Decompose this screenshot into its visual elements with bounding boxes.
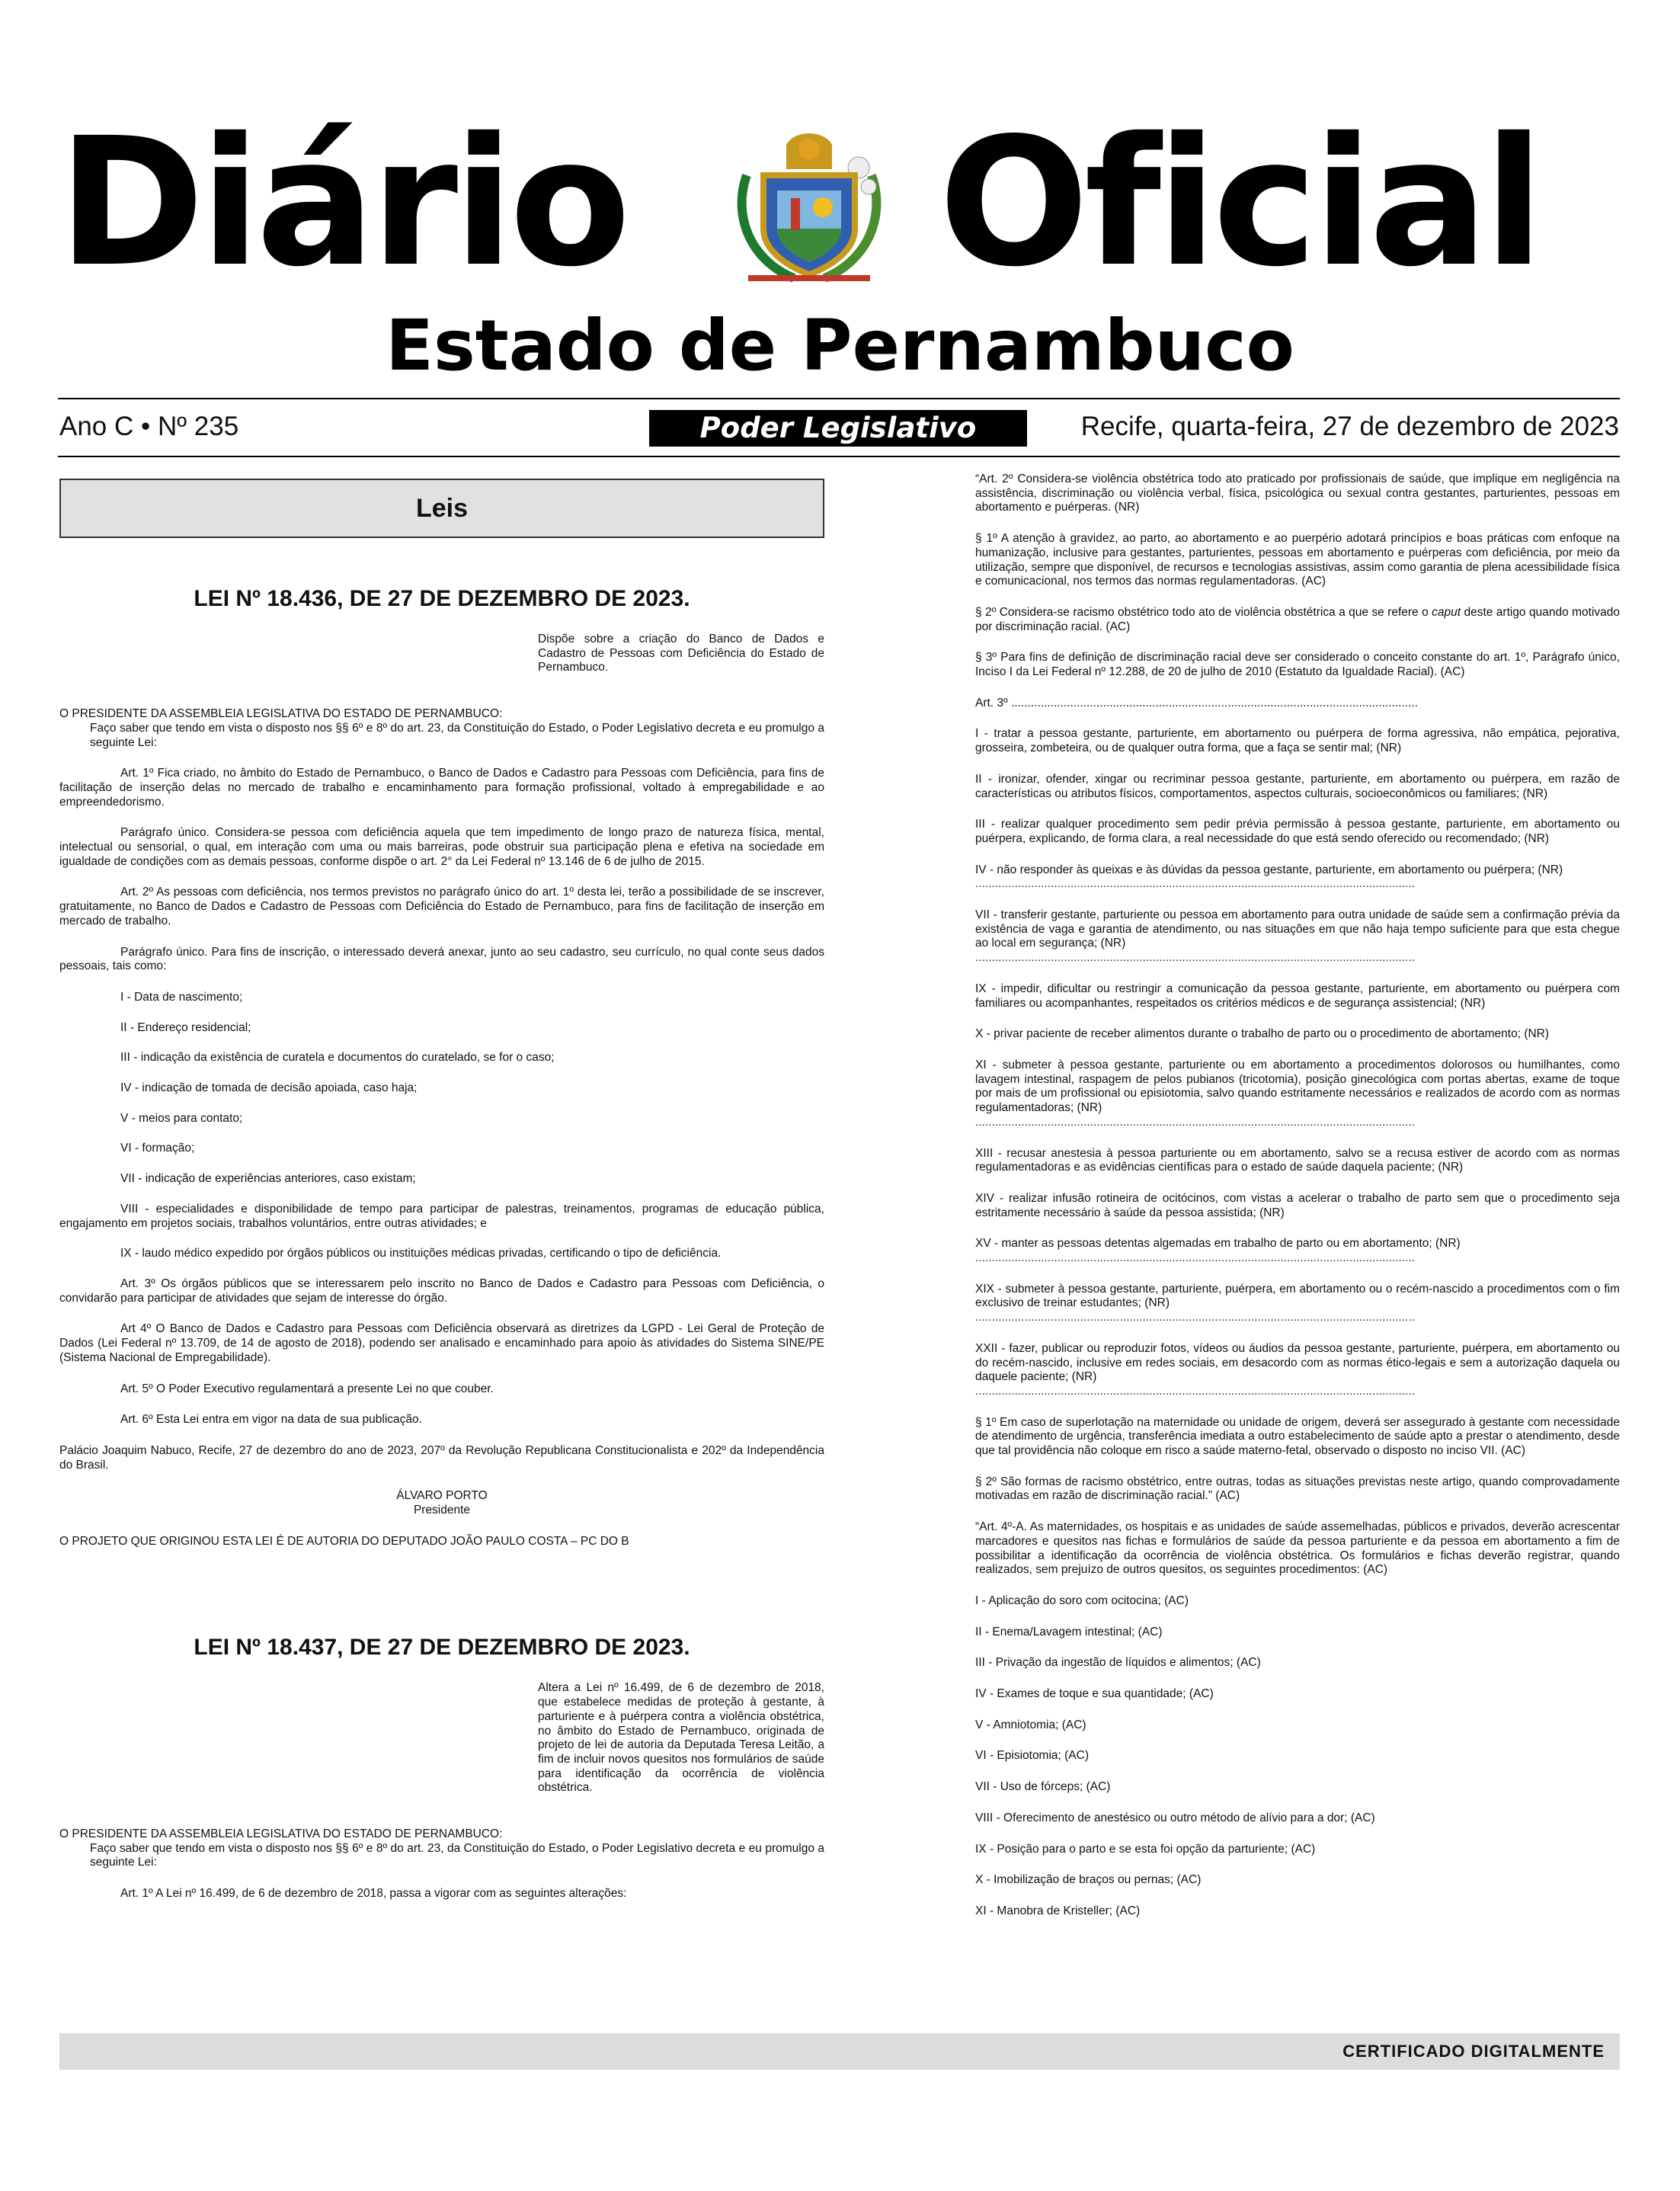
law1-title: LEI Nº 18.436, DE 27 DE DEZEMBRO DE 2023. xyxy=(194,586,690,611)
omission-dots: ...................................................................................................................................... xyxy=(975,1311,1416,1325)
omission-dots: ...................................................................................................................................... xyxy=(975,1384,1416,1398)
left-column xyxy=(59,472,824,1918)
list-item: V - Amniotomia; (AC) xyxy=(975,1718,1086,1731)
amended-art2-par1: § 1º A atenção à gravidez, ao parto, ao abortamento e ao puerpério adotará princípios e boas práticas com enfoque na humanização, inclusive para gestantes, parturientes, pessoas em abortamento e puérperas com deficiência, por meio da utilização, sempre que disponível, de recursos e tecnologias assistivas, assim como garantia de plena acessibilidade física e comunicacional, nos termos das normas regulamentadoras. (AC) xyxy=(975,532,1620,588)
list-item: IV - indicação de tomada de decisão apoiada, caso haja; xyxy=(120,1081,418,1095)
list-item: IX - Posição para o parto e se esta foi opção da parturiente; (AC) xyxy=(975,1842,1316,1856)
masthead-bottom-rule xyxy=(58,456,1620,457)
law1-art5: Art. 5º O Poder Executivo regulamentará a presente Lei no que couber. xyxy=(120,1382,494,1395)
amended-art2-par2: § 2º Considera-se racismo obstétrico todo ato de violência obstétrica a que se refere o caput deste artigo quando motivado por discriminação racial. (AC) xyxy=(975,605,1620,633)
list-item: V - meios para contato; xyxy=(120,1111,243,1125)
amended-art3-item-xiv: XIV - realizar infusão rotineira de ocitócinos, com vistas a acelerar o trabalho de parto sem que o procedimento seja estritamente necessário à saúde da pessoa assistida; (NR) xyxy=(975,1191,1620,1219)
amended-art2: “Art. 2º Considera-se violência obstétrica todo ato praticado por profissionais de saúde, que implique em negligência na assistência, discriminação ou violência verbal, física, psicológica ou sexual contra gestantes, parturientes, pessoas em abortamento e puérperas. (NR) xyxy=(975,472,1620,514)
law1-items-list xyxy=(59,991,824,1261)
list-item: II - Enema/Lavagem intestinal; (AC) xyxy=(975,1625,1163,1638)
list-item: VII - indicação de experiências anteriores, caso existam; xyxy=(120,1172,416,1186)
amended-art3-item-ix: IX - impedir, dificultar ou restringir a comunicação da pessoa gestante, parturiente, em abortamento ou puérpera com familiares ou acompanhantes, respeitados os critérios médicos e de segurança assistencial; (NR) xyxy=(975,982,1620,1010)
list-item: VI - formação; xyxy=(120,1142,195,1155)
footer-bar xyxy=(59,2033,1620,2070)
law1-art2: Art. 2º As pessoas com deficiência, nos termos previstos no parágrafo único do art. 1º desta lei, terão a possibilidade de se inscrever, gratuitamente, no Banco de Dados e Cadastro de Pessoas com Deficiência do Estado de Pernambuco, para fins de facilitação de inserção em mercado de trabalho. xyxy=(59,886,824,927)
amended-art3-item-i: I - tratar a pessoa gestante, parturiente, em abortamento ou puérpera de forma agressiva, não empática, pejorativa, grosseira, zombeteira, ou de qualquer outra forma, que a faça se sentir mal; (NR) xyxy=(975,727,1620,755)
law2-preamble: O PRESIDENTE DA ASSEMBLEIA LEGISLATIVA DO ESTADO DE PERNAMBUCO: xyxy=(59,1827,503,1841)
law1-closing: Palácio Joaquim Nabuco, Recife, 27 de dezembro do ano de 2023, 207º da Revolução Republicana Constitucionalista e 202º da Independência do Brasil. xyxy=(59,1443,824,1472)
law1-art4: Art 4º O Banco de Dados e Cadastro para Pessoas com Deficiência observará as diretrizes da LGPD - Lei Geral de Proteção de Dados (Lei Federal nº 13.709, de 14 de agosto de 2018), podendo ser analisado e encaminhado para apoio às atividades do Sistema SINE/PE (Sistema Nacional de Empregabilidade). xyxy=(59,1322,824,1364)
amended-art3-item-xix: XIX - submeter à pessoa gestante, parturiente, puérpera, em abortamento ou o recém-nascido a procedimentos com o fim exclusivo de treinar estudantes; (NR) xyxy=(975,1282,1620,1310)
digital-certificate-label: CERTIFICADO DIGITALMENTE xyxy=(1342,2042,1605,2061)
law1-authorship: O PROJETO QUE ORIGINOU ESTA LEI É DE AUTORIA DO DEPUTADO JOÃO PAULO COSTA – PC DO B xyxy=(59,1534,629,1548)
amended-art3-par1: § 1º Em caso de superlotação na maternidade ou unidade de origem, deverá ser assegurado à gestante com necessidade de atendimento de urgência, transferência imediata a outro estabelecimento de saúde apto a prestar o atendimento, desde que tal providência não coloque em risco a saúde materno-fetal, observado o disposto no inciso VII. (AC) xyxy=(975,1415,1620,1458)
amended-art3-item-iii: III - realizar qualquer procedimento sem pedir prévia permissão à pessoa gestante, parturiente, em abortamento ou puérpera, explicando, de forma clara, a real necessidade do que está sendo oferecido ou recomendado; (NR) xyxy=(975,818,1620,845)
list-item: IX - laudo médico expedido por órgãos públicos ou instituições médicas privadas, certificando o tipo de deficiência. xyxy=(120,1247,722,1260)
amended-art3-item-iv: IV - não responder às queixas e às dúvidas da pessoa gestante, parturiente, em abortamento ou puérpera; (NR) xyxy=(975,863,1563,876)
law1-ementa: Dispõe sobre a criação do Banco de Dados e Cadastro de Pessoas com Deficiência do Estado de Pernambuco. xyxy=(538,633,824,674)
list-item: III - Privação da ingestão de líquidos e alimentos; (AC) xyxy=(975,1656,1261,1670)
law2-art1: Art. 1º A Lei nº 16.499, de 6 de dezembro de 2018, passa a vigorar com as seguintes alterações: xyxy=(120,1887,627,1901)
new-art4a: “Art. 4º-A. As maternidades, os hospitais e as unidades de saúde assemelhadas, públicos e privados, deverão acrescentar marcadores e quesitos nas fichas e formulários de saúde da pessoa parturiente e da pessoa em abortamento a fim de possibilitar a identificação da ocorrência de violência obstétrica. Os formulários e fichas deverão registrar, quando realizados, sem prejuízo de outros quesitos, os seguintes procedimentos: (AC) xyxy=(975,1520,1620,1577)
list-item: X - Imobilização de braços ou pernas; (AC) xyxy=(975,1873,1202,1887)
amended-art3-item-xxii: XXII - fazer, publicar ou reproduzir fotos, vídeos ou áudios da pessoa gestante, parturiente, puérpera, em abortamento ou do recém-nascido, inclusive em redes sociais, em desacordo com as normas ético-legais e sem a autorização daquela ou daquele paciente; (NR) xyxy=(975,1341,1620,1384)
amended-art3-item-vii: VII - transferir gestante, parturiente ou pessoa em abortamento para outra unidade de saúde sem a confirmação prévia da existência de vaga e garantia de atendimento, ou nas situações em que não haja tempo suficiente para que esta chegue ao local em segurança; (NR) xyxy=(975,908,1620,950)
list-item: VII - Uso de fórceps; (AC) xyxy=(975,1780,1111,1794)
pernambuco-coat-of-arms-icon xyxy=(733,122,885,290)
publication-date: Recife, quarta-feira, 27 de dezembro de 2023 xyxy=(1080,412,1619,441)
omission-dots: ...................................................................................................................................... xyxy=(975,877,1416,891)
law1-enactment: Faço saber que tendo em vista o disposto nos §§ 6º e 8º do art. 23, da Constituição do Estado, o Poder Legislativo decreta e eu promulgo a seguinte Lei: xyxy=(90,721,824,749)
amended-art3-heading: Art. 3º ............................................................................................................................ xyxy=(975,696,1419,710)
right-column xyxy=(975,472,1620,1936)
amended-art3-par2: § 2º São formas de racismo obstétrico, entre outras, todas as situações previstas neste artigo, quando comprovadamente motivadas em razão de discriminação racial.” (AC) xyxy=(975,1475,1620,1503)
law1-signer-role: Presidente xyxy=(413,1504,471,1517)
amended-art2-par3: § 3º Para fins de definição de discriminação racial deve ser considerado o conceito constante do art. 1º, Parágrafo único, Inciso I da Lei Federal nº 12.288, de 20 de julho de 2010 (Estatuto da Igualdade Racial). (AC) xyxy=(975,651,1620,679)
law2-ementa: Altera a Lei nº 16.499, de 6 de dezembro de 2018, que estabelece medidas de proteção à gestante, à parturiente e à puérpera contra a violência obstétrica, no âmbito do Estado de Pernambuco, originada de projeto de lei de autoria da Deputada Teresa Leitão, a fim de incluir novos quesitos nos formulários de saúde para identificação da ocorrência de violência obstétrica. xyxy=(538,1681,824,1795)
law1-art2-paragraph: Parágrafo único. Para fins de inscrição, o interessado deverá anexar, junto ao seu cadastro, seu currículo, no qual conte seus dados pessoais, tais como: xyxy=(59,945,824,973)
masthead-subtitle: Estado de Pernambuco xyxy=(386,305,1294,386)
leis-section-header: Leis xyxy=(59,479,824,538)
list-item: III - indicação da existência de curatela e documentos do curatelado, se for o caso; xyxy=(120,1051,555,1065)
masthead-title-left: Diário xyxy=(58,100,626,306)
omission-dots: ...................................................................................................................................... xyxy=(975,951,1416,965)
edition-number: Ano C • Nº 235 xyxy=(59,412,239,441)
amended-art3-item-xi: XI - submeter à pessoa gestante, parturiente ou em abortamento a procedimentos dolorosos ou humilhantes, como lavagem intestinal, raspagem de pelos pubianos (tricotomia), posição ginecológica com portas abertas, exame de toque por mais de um profissional ou episiotomia, salvo quando estritamente necessários e realizados de acordo com as normas regulamentadoras; (NR) xyxy=(975,1058,1620,1115)
law1-signer: ÁLVARO PORTO xyxy=(396,1489,488,1503)
list-item: I - Data de nascimento; xyxy=(120,990,243,1004)
omission-dots: ...................................................................................................................................... xyxy=(975,1251,1416,1265)
law1-art1-paragraph: Parágrafo único. Considera-se pessoa com deficiência aquela que tem impedimento de longo prazo de natureza física, mental, intelectual ou sensorial, o qual, em interação com uma ou mais barreiras, pode obstruir sua participação plena e efetiva na sociedade em igualdade de condições com as demais pessoas, conforme dispõe o art. 2° da Lei Federal nº 13.146 de 6 de julho de 2015. xyxy=(59,826,824,868)
masthead-title-right: Oficial xyxy=(939,100,1540,306)
law1-art1: Art. 1º Fica criado, no âmbito do Estado de Pernambuco, o Banco de Dados e Cadastro para Pessoas com Deficiência, para fins de facilitação de inserção delas no mercado de trabalho e encaminhamento para formação profissional, voltado à empregabilidade e ao empreendedorismo. xyxy=(59,767,824,809)
list-item: I - Aplicação do soro com ocitocina; (AC) xyxy=(975,1594,1189,1607)
list-item: VIII - Oferecimento de anestésico ou outro método de alívio para a dor; (AC) xyxy=(975,1811,1375,1824)
amended-art3-item-xiii: XIII - recusar anestesia à pessoa parturiente ou em abortamento, salvo se a recusa estiver de acordo com as normas regulamentadoras e as evidências científicas para o estado de saúde daquela paciente; (NR) xyxy=(975,1146,1620,1174)
law2-enactment: Faço saber que tendo em vista o disposto nos §§ 6º e 8º do art. 23, da Constituição do Estado, o Poder Legislativo decreta e eu promulgo a seguinte Lei: xyxy=(90,1841,824,1869)
list-item: II - Endereço residencial; xyxy=(120,1020,251,1034)
law1-art3: Art. 3º Os órgãos públicos que se interessarem pelo inscrito no Banco de Dados e Cadastro para Pessoas com Deficiência, o convidarão para participar de atividades que sejam de interesse do órgão. xyxy=(59,1276,824,1305)
omission-dots: ...................................................................................................................................... xyxy=(975,1115,1416,1129)
amended-art3-item-ii: II - ironizar, ofender, xingar ou recriminar pessoa gestante, parturiente, em abortamento ou puérpera, em razão de características ou atributos físicos, comportamentos, aspectos culturais, socioeconômicos ou familiares; (NR) xyxy=(975,772,1620,800)
law2-title: LEI Nº 18.437, DE 27 DE DEZEMBRO DE 2023. xyxy=(194,1635,690,1661)
law1-art6: Art. 6º Esta Lei entra em vigor na data de sua publicação. xyxy=(120,1413,422,1427)
amended-art3-item-x: X - privar paciente de receber alimentos durante o trabalho de parto ou o procedimento de abortamento; (NR) xyxy=(975,1027,1550,1041)
list-item: XI - Manobra de Kristeller; (AC) xyxy=(975,1904,1141,1917)
list-item: VI - Episiotomia; (AC) xyxy=(975,1749,1090,1763)
list-item: VIII - especialidades e disponibilidade de tempo para participar de palestras, treinamentos, programas de educação pública, engajamento em projetos sociais, trabalhos voluntários, entre outras atividades; e xyxy=(59,1202,824,1230)
list-item: IV - Exames de toque e sua quantidade; (AC) xyxy=(975,1687,1214,1701)
law1-preamble: O PRESIDENTE DA ASSEMBLEIA LEGISLATIVA DO ESTADO DE PERNAMBUCO: xyxy=(59,707,503,721)
masthead-top-rule xyxy=(58,398,1620,399)
section-label: Poder Legislativo xyxy=(649,410,1027,447)
amended-art3-item-xv: XV - manter as pessoas detentas algemadas em trabalho de parto ou em abortamento; (NR) xyxy=(975,1237,1461,1251)
